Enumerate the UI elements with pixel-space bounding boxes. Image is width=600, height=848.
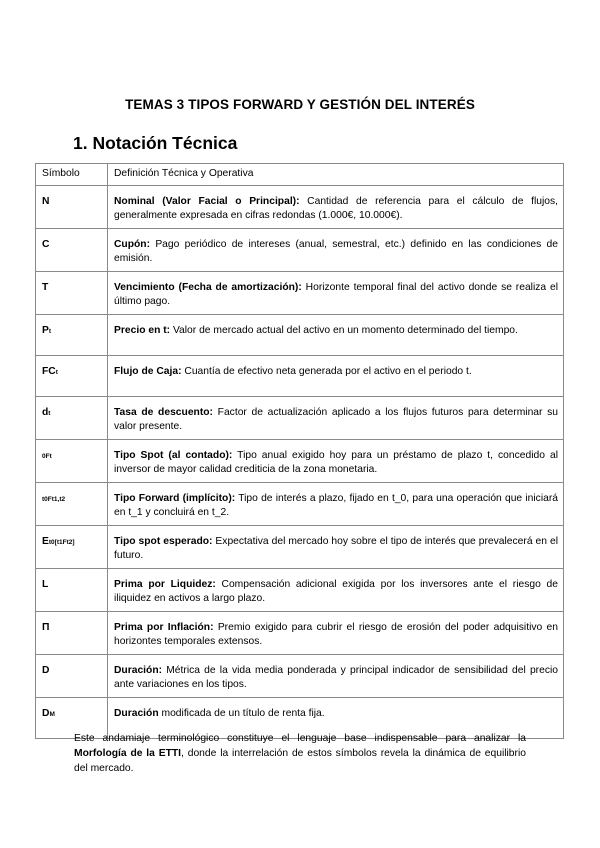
header-symbol: Símbolo	[36, 164, 108, 186]
row-definition: Prima por Inflación: Premio exigido para cubrir el riesgo de erosión del poder adquisitivo en horizontes temporales extensos.	[108, 611, 564, 654]
row-definition: Prima por Liquidez: Compensación adicional exigida por los inversores ante el riesgo de iliquidez en activos a largo plazo.	[108, 568, 564, 611]
table-row	[36, 439, 564, 482]
section-heading: 1. Notación Técnica	[73, 133, 238, 153]
notation-table	[35, 163, 564, 739]
document-title: TEMAS 3 TIPOS FORWARD Y GESTIÓN DEL INTERÉS	[125, 97, 475, 112]
row-symbol: T	[36, 271, 108, 314]
row-symbol: Et0[t1Ft2]	[36, 525, 108, 568]
table-row	[36, 611, 564, 654]
row-definition: Tipo Forward (implícito): Tipo de interés a plazo, fijado en t_0, para una operación que iniciará en t_1 y concluirá en t_2.	[108, 482, 564, 525]
row-symbol: dt	[36, 396, 108, 439]
table-row	[36, 568, 564, 611]
table-row	[36, 228, 564, 271]
table-header-row	[36, 164, 564, 186]
row-definition: Cupón: Pago periódico de intereses (anual, semestral, etc.) definido en las condiciones de emisión.	[108, 228, 564, 271]
row-symbol: N	[36, 185, 108, 228]
table-row	[36, 314, 564, 355]
row-symbol: D	[36, 654, 108, 697]
row-definition: Duración modificada de un título de renta fija.	[108, 697, 564, 738]
row-definition: Vencimiento (Fecha de amortización): Horizonte temporal final del activo donde se realiza el último pago.	[108, 271, 564, 314]
etti-term: Morfología de la ETTI	[74, 748, 182, 759]
table-row	[36, 271, 564, 314]
row-symbol: DM	[36, 697, 108, 738]
row-definition: Tasa de descuento: Factor de actualización aplicado a los flujos futuros para determinar su valor presente.	[108, 396, 564, 439]
table-row	[36, 654, 564, 697]
row-definition: Tipo Spot (al contado): Tipo anual exigido hoy para un préstamo de plazo t, concedido al inversor de mayor calidad crediticia de la zona monetaria.	[108, 439, 564, 482]
header-definition: Definición Técnica y Operativa	[108, 164, 564, 186]
table-row	[36, 396, 564, 439]
row-definition: Duración: Métrica de la vida media ponderada y principal indicador de sensibilidad del precio ante variaciones en los tipos.	[108, 654, 564, 697]
row-symbol: 0Ft	[36, 439, 108, 482]
row-symbol: L	[36, 568, 108, 611]
row-symbol: Pt	[36, 314, 108, 355]
table-row	[36, 185, 564, 228]
row-symbol: FCt	[36, 355, 108, 396]
table-row	[36, 525, 564, 568]
row-symbol: t0Ft1,t2	[36, 482, 108, 525]
row-symbol: Π	[36, 611, 108, 654]
table-row	[36, 482, 564, 525]
row-definition: Tipo spot esperado: Expectativa del mercado hoy sobre el tipo de interés que prevalecerá en el futuro.	[108, 525, 564, 568]
table-row	[36, 355, 564, 396]
row-symbol: C	[36, 228, 108, 271]
row-definition: Precio en t: Valor de mercado actual del activo en un momento determinado del tiempo.	[108, 314, 564, 355]
closing-paragraph: Este andamiaje terminológico constituye el lenguaje base indispensable para analizar la Morfología de la ETTI, donde la interrelación de estos símbolos revela la dinámica de equilibrio del mercado.	[74, 733, 526, 774]
row-definition: Flujo de Caja: Cuantía de efectivo neta generada por el activo en el periodo t.	[108, 355, 564, 396]
row-definition: Nominal (Valor Facial o Principal): Cantidad de referencia para el cálculo de flujos, generalmente expresada en cifras redondas (1.000€, 10.000€).	[108, 185, 564, 228]
